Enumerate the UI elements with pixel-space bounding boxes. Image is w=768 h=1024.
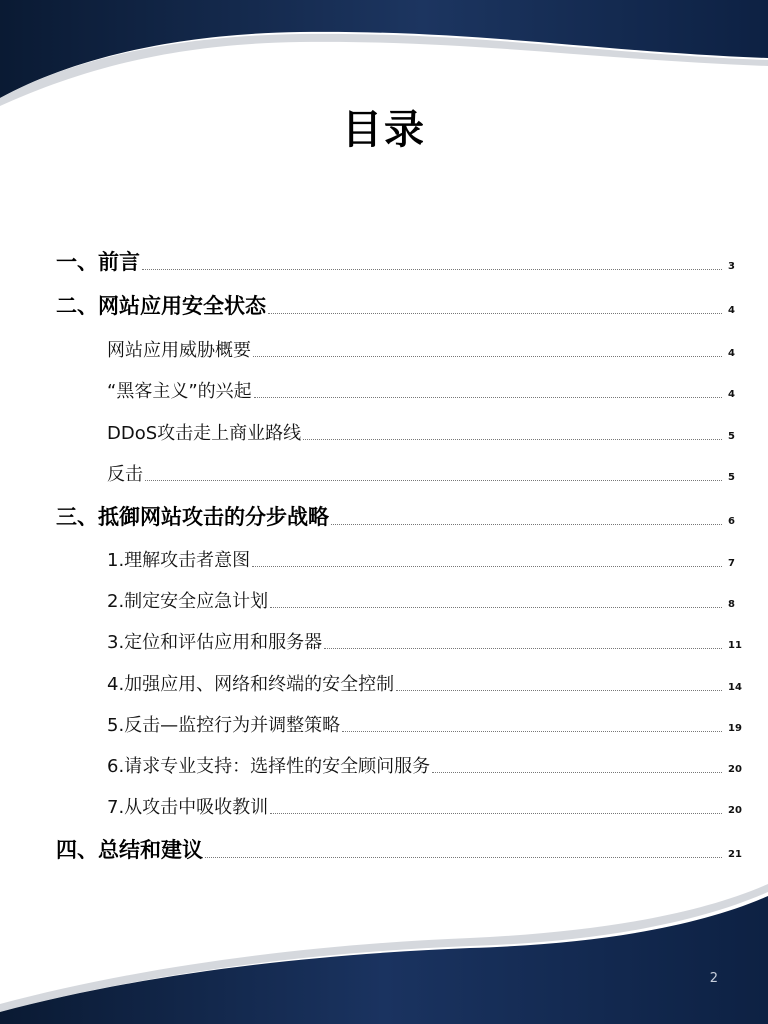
toc-entry-label: “黑客主义”的兴起 (107, 381, 252, 402)
toc-leader-dots (432, 771, 722, 773)
toc-entry-label: DDoS攻击走上商业路线 (107, 423, 302, 444)
toc-entry-page: 3 (728, 261, 735, 272)
toc-leader-dots (342, 730, 722, 732)
toc-entry[interactable] (0, 664, 768, 694)
toc-entry[interactable] (0, 371, 768, 401)
toc-entry[interactable] (0, 287, 768, 317)
toc-entry[interactable] (0, 330, 768, 360)
toc-entry[interactable] (0, 454, 768, 484)
toc-entry-page: 20 (728, 764, 742, 775)
toc-leader-dots (145, 479, 722, 481)
toc-entry-label: 4.加强应用、网络和终端的安全控制 (107, 674, 395, 695)
toc-leader-dots (396, 689, 722, 691)
toc-entry-page: 14 (728, 682, 742, 693)
toc-entry-label: 反击 (107, 464, 143, 485)
toc-leader-dots (252, 565, 722, 567)
toc-entry-label: 三、抵御网站攻击的分步战略 (56, 505, 329, 529)
toc-entry[interactable] (0, 498, 768, 528)
toc-entry[interactable] (0, 413, 768, 443)
toc-entry[interactable] (0, 746, 768, 776)
toc-entry-label: 二、网站应用安全状态 (56, 294, 266, 318)
toc-entry-label: 四、总结和建议 (56, 838, 203, 862)
toc-leader-dots (254, 396, 722, 398)
page-title: 目录 (342, 106, 426, 153)
toc-leader-dots (324, 647, 722, 649)
toc-entry-page: 19 (728, 723, 742, 734)
toc-entry-label: 3.定位和评估应用和服务器 (107, 632, 323, 653)
toc-entry-page: 5 (728, 472, 735, 483)
toc-leader-dots (253, 355, 722, 357)
toc-entry-label: 2.制定安全应急计划 (107, 591, 269, 612)
toc-entry[interactable] (0, 540, 768, 570)
toc-entry-label: 一、前言 (56, 250, 140, 274)
toc-entry-page: 20 (728, 805, 742, 816)
toc-entry-label: 7.从攻击中吸收教训 (107, 797, 269, 818)
toc-entry-label: 网站应用威胁概要 (107, 340, 251, 361)
toc-entry-page: 8 (728, 599, 735, 610)
toc-entry-label: 5.反击—监控行为并调整策略 (107, 715, 341, 736)
toc-entry-page: 11 (728, 640, 742, 651)
toc-leader-dots (268, 312, 722, 314)
top-wave-decoration (0, 0, 768, 110)
toc-leader-dots (270, 606, 722, 608)
toc-entry-page: 4 (728, 348, 735, 359)
toc-entry-page: 4 (728, 305, 735, 316)
toc-entry[interactable] (0, 622, 768, 652)
toc-entry-label: 1.理解攻击者意图 (107, 550, 251, 571)
toc-leader-dots (205, 856, 722, 858)
toc-entry-page: 4 (728, 389, 735, 400)
toc-entry-page: 7 (728, 558, 735, 569)
toc-entry[interactable] (0, 705, 768, 735)
toc-entry-page: 5 (728, 431, 735, 442)
toc-leader-dots (303, 438, 722, 440)
toc-entry-label: 6.请求专业支持：选择性的安全顾问服务 (107, 756, 431, 777)
toc-entry[interactable] (0, 243, 768, 273)
toc-entry-page: 21 (728, 849, 742, 860)
toc-leader-dots (142, 268, 722, 270)
toc-entry-page: 6 (728, 516, 735, 527)
toc-entry[interactable] (0, 787, 768, 817)
toc-leader-dots (331, 523, 722, 525)
toc-leader-dots (270, 812, 722, 814)
toc-entry[interactable] (0, 581, 768, 611)
page-number: 2 (709, 971, 718, 986)
toc-entry[interactable] (0, 831, 768, 861)
bottom-wave-decoration (0, 884, 768, 1024)
